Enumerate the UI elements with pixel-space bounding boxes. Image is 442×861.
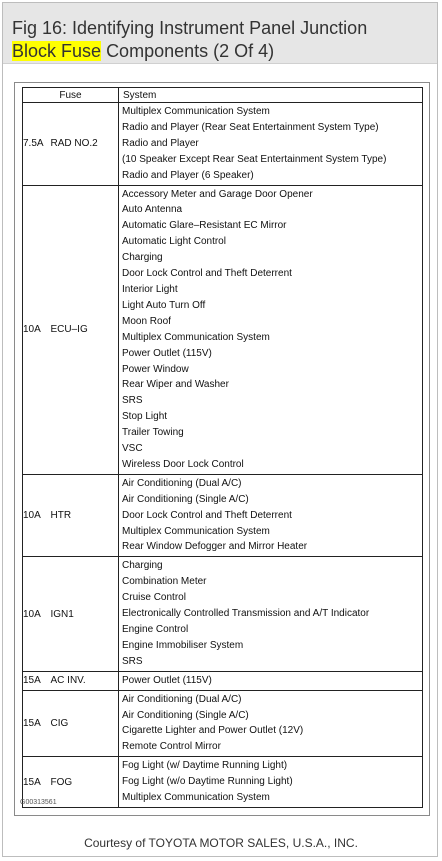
system-item: Rear Window Defogger and Mirror Heater xyxy=(122,541,308,553)
system-item: Light Auto Turn Off xyxy=(122,299,206,311)
fuse-name: IGN1 xyxy=(51,557,119,671)
fuse-name: ECU–IG xyxy=(51,185,119,474)
system-item: Fog Light (w/ Daytime Running Light) xyxy=(122,760,288,772)
system-item: Air Conditioning (Dual A/C) xyxy=(122,477,242,489)
system-list xyxy=(119,474,423,557)
system-list xyxy=(119,557,423,671)
system-item: Accessory Meter and Garage Door Opener xyxy=(122,188,313,200)
table-row xyxy=(23,474,423,557)
system-item: Air Conditioning (Single A/C) xyxy=(122,493,249,505)
fuse-amperage: 15A xyxy=(23,671,51,690)
fuse-table xyxy=(22,87,423,808)
system-list xyxy=(119,671,423,690)
fuse-amperage: 7.5A xyxy=(23,103,51,186)
system-item: Door Lock Control and Theft Deterrent xyxy=(122,268,292,280)
table-row xyxy=(23,103,423,186)
fuse-amperage: 15A xyxy=(23,690,51,757)
system-item: Power Outlet (115V) xyxy=(122,347,212,359)
system-item: Stop Light xyxy=(122,411,168,423)
title-suffix: Components (2 Of 4) xyxy=(106,41,275,61)
system-item: Fog Light (w/o Daytime Running Light) xyxy=(122,776,293,788)
system-item: Moon Roof xyxy=(122,315,171,327)
system-item: Radio and Player xyxy=(122,137,199,149)
fuse-diagram xyxy=(14,82,430,816)
fuse-amperage: 10A xyxy=(23,557,51,671)
system-item: Air Conditioning (Single A/C) xyxy=(122,709,249,721)
system-item: Combination Meter xyxy=(122,576,207,588)
figure-title xyxy=(12,17,432,63)
table-row xyxy=(23,690,423,757)
fuse-table-body xyxy=(23,103,423,808)
fuse-column-header: Fuse xyxy=(23,88,119,103)
courtesy-caption: Courtesy of TOYOTA MOTOR SALES, U.S.A., INC. xyxy=(84,836,358,850)
system-item: Radio and Player (Rear Seat Entertainment System Type) xyxy=(122,121,379,133)
system-list xyxy=(119,757,423,808)
fuse-name: RAD NO.2 xyxy=(51,103,119,186)
system-item: Power Outlet (115V) xyxy=(122,674,212,686)
table-row xyxy=(23,557,423,671)
system-item: Engine Immobiliser System xyxy=(122,639,244,651)
fuse-name: FOG xyxy=(51,757,119,808)
table-header-row xyxy=(23,88,423,103)
figure-code: G00313561 xyxy=(20,799,57,806)
system-item: VSC xyxy=(122,443,143,455)
system-item: Electronically Controlled Transmission and A/T Indicator xyxy=(122,608,370,620)
table-row xyxy=(23,757,423,808)
system-item: Multiplex Communication System xyxy=(122,525,270,537)
system-item: Wireless Door Lock Control xyxy=(122,458,244,470)
system-item: Power Window xyxy=(122,363,189,375)
system-item: Radio and Player (6 Speaker) xyxy=(122,169,254,181)
fuse-name: HTR xyxy=(51,474,119,557)
system-item: Multiplex Communication System xyxy=(122,331,270,343)
system-item: Cigarette Lighter and Power Outlet (12V) xyxy=(122,725,304,737)
system-item: Charging xyxy=(122,560,163,572)
system-list xyxy=(119,690,423,757)
fuse-amperage: 10A xyxy=(23,185,51,474)
system-item: Remote Control Mirror xyxy=(122,741,221,753)
system-item: SRS xyxy=(122,655,143,667)
system-item: Interior Light xyxy=(122,283,178,295)
table-row xyxy=(23,185,423,474)
system-item: Engine Control xyxy=(122,624,189,635)
system-item: Cruise Control xyxy=(122,592,186,604)
system-item: SRS xyxy=(122,395,143,407)
fuse-amperage: 15A xyxy=(23,757,51,808)
fuse-name: AC INV. xyxy=(51,671,119,690)
figure-header xyxy=(3,3,437,64)
system-item: Multiplex Communication System xyxy=(122,792,270,804)
system-item: Door Lock Control and Theft Deterrent xyxy=(122,509,292,521)
system-item: Automatic Glare–Resistant EC Mirror xyxy=(122,220,287,232)
system-item: Automatic Light Control xyxy=(122,236,226,248)
fuse-amperage: 10A xyxy=(23,474,51,557)
system-item: Multiplex Communication System xyxy=(122,106,270,117)
figure-frame xyxy=(2,2,438,857)
system-item: Air Conditioning (Dual A/C) xyxy=(122,693,242,705)
title-highlight: Block Fuse xyxy=(12,41,102,61)
system-item: Charging xyxy=(122,252,163,264)
system-item: Rear Wiper and Washer xyxy=(122,379,229,391)
title-prefix: Fig 16: Identifying Instrument Panel Junction xyxy=(12,18,368,38)
system-item: (10 Speaker Except Rear Seat Entertainment System Type) xyxy=(122,153,387,165)
system-column-header: System xyxy=(119,88,423,103)
system-item: Auto Antenna xyxy=(122,204,183,216)
table-row xyxy=(23,671,423,690)
system-item: Trailer Towing xyxy=(122,427,184,439)
system-list xyxy=(119,185,423,474)
fuse-name: CIG xyxy=(51,690,119,757)
system-list xyxy=(119,103,423,186)
